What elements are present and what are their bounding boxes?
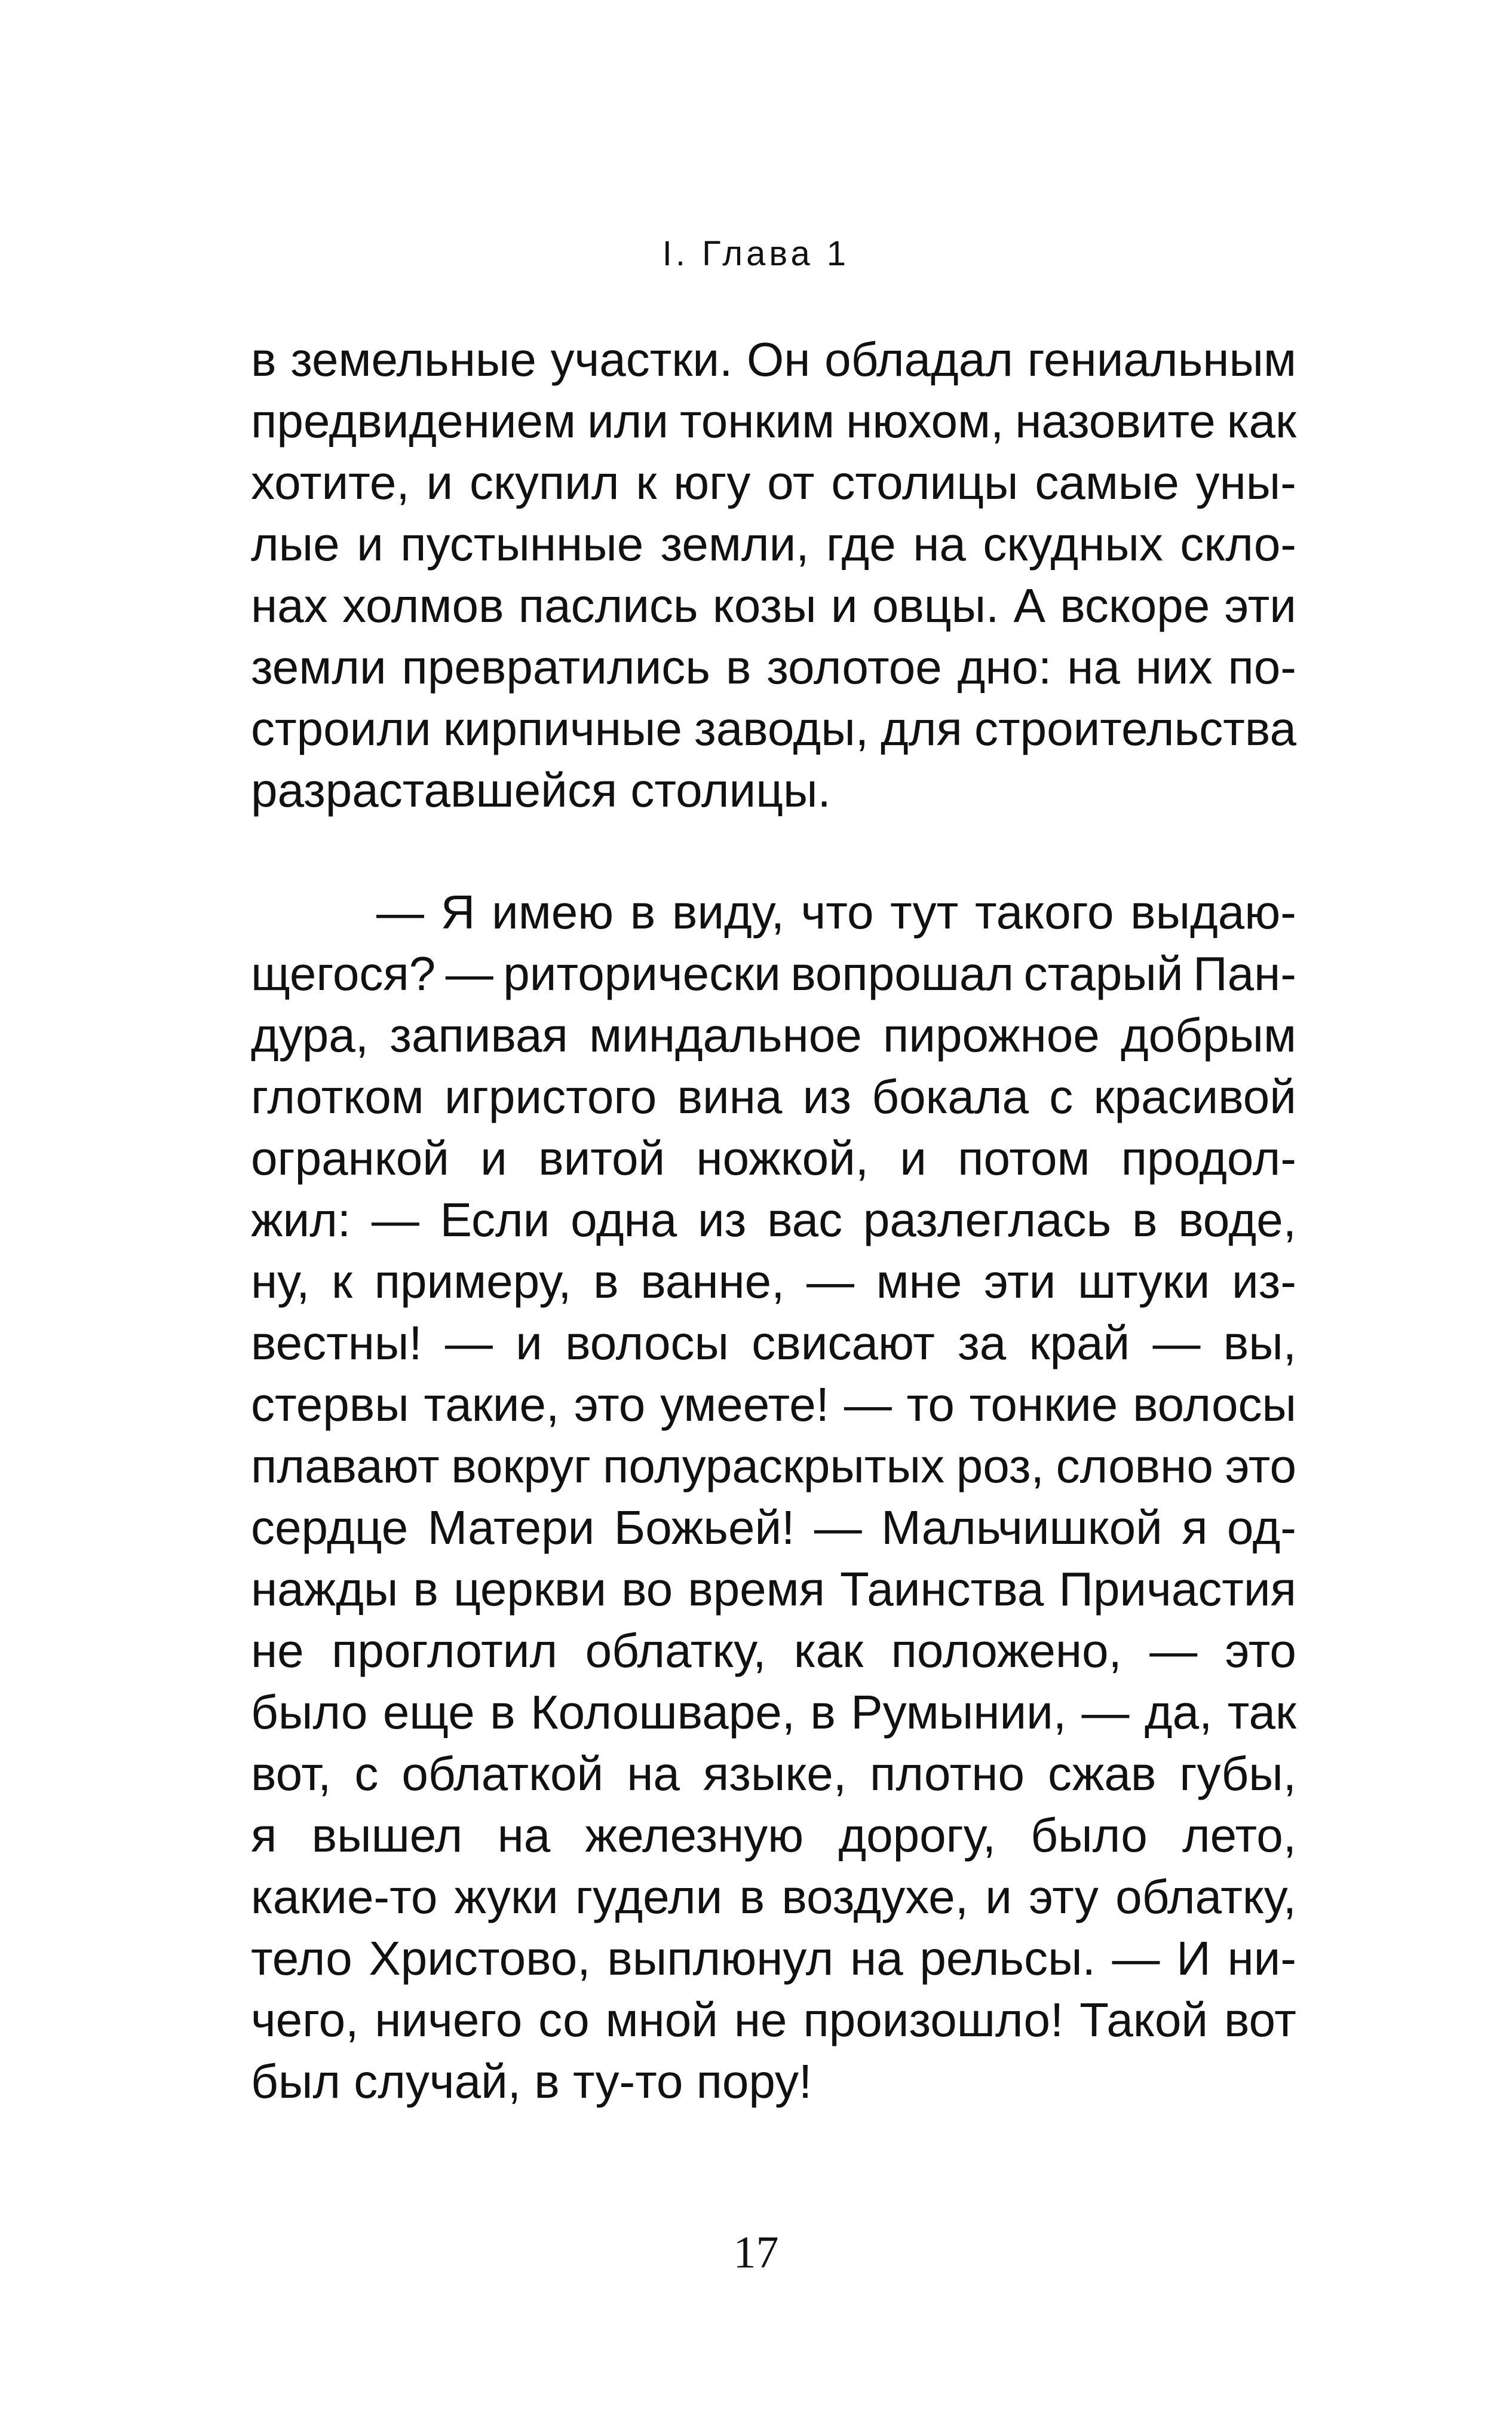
text-line — [251, 1312, 1296, 1374]
text-line — [251, 1989, 1296, 2051]
word: — — [1152, 1316, 1201, 1369]
word: ни- — [1227, 1932, 1296, 1985]
word: чего, — [251, 1993, 359, 2046]
word: это — [1225, 1439, 1296, 1493]
word: из — [802, 1070, 851, 1123]
word: ванне, — [640, 1255, 785, 1308]
word: стервы — [251, 1378, 409, 1431]
word: дорогу, — [838, 1809, 996, 1862]
word: риторически — [503, 947, 781, 1000]
word: жил: — [251, 1193, 351, 1246]
word: них — [1135, 641, 1213, 694]
word: тонкие — [969, 1378, 1118, 1431]
word: и — [900, 1132, 927, 1185]
word: проглотил — [332, 1624, 558, 1677]
word: еще — [382, 1686, 475, 1739]
word: в — [810, 1686, 836, 1739]
text-line — [251, 1189, 1296, 1251]
paragraph-2 — [251, 881, 1296, 2112]
text-line — [251, 1066, 1296, 1127]
word: гениальным — [1027, 333, 1296, 386]
word: вышел — [311, 1809, 463, 1862]
word: огранкой — [251, 1132, 449, 1185]
word: в — [593, 1255, 619, 1308]
word: во — [621, 1562, 673, 1616]
word: волосы — [565, 1316, 729, 1369]
text-line — [251, 390, 1296, 452]
text-line — [251, 452, 1296, 513]
word: дура, — [251, 1009, 369, 1062]
word: как — [793, 1624, 864, 1677]
word: это — [574, 1378, 646, 1431]
text-line — [251, 698, 1296, 759]
word: витой — [538, 1132, 665, 1185]
word: козы — [712, 579, 817, 632]
word: для — [881, 702, 962, 755]
word: по- — [1228, 641, 1296, 694]
word: к — [332, 1255, 353, 1308]
word: строили — [251, 702, 431, 755]
word: мне — [876, 1255, 962, 1308]
word: Такой — [1079, 1993, 1208, 2046]
word: плавают — [251, 1439, 440, 1493]
word: роз, — [956, 1439, 1044, 1493]
word: Пан- — [1193, 947, 1296, 1000]
word: лые — [251, 517, 340, 571]
word: где — [826, 517, 896, 571]
running-head: I. Глава 1 — [662, 234, 850, 273]
word: в — [630, 885, 656, 939]
word: нюхом, — [846, 394, 1004, 448]
word: паслись — [518, 579, 698, 632]
word: — — [814, 1501, 862, 1554]
word: я — [251, 1809, 277, 1862]
word: миндальное — [589, 1009, 862, 1062]
word: плотно — [870, 1747, 1025, 1800]
word: Матери — [427, 1501, 595, 1554]
word: было — [251, 1686, 368, 1739]
word: холмов — [342, 579, 504, 632]
word: скупил — [469, 456, 619, 509]
text-line-last: разраставшейся столицы. — [251, 764, 831, 817]
text-line — [251, 575, 1296, 636]
word: — — [806, 1255, 855, 1308]
text-line — [251, 1743, 1296, 1804]
word: положено, — [891, 1624, 1122, 1677]
word: штуки — [1077, 1255, 1210, 1308]
word: сердце — [251, 1501, 409, 1554]
word: на — [627, 1747, 680, 1800]
word: тонким — [680, 394, 835, 448]
word: вопрошал — [790, 947, 1014, 1000]
word: на — [850, 1932, 903, 1985]
word: ну, — [251, 1255, 310, 1308]
paragraph-1 — [251, 329, 1296, 821]
word: земельные — [290, 333, 536, 386]
word: сжав — [1047, 1747, 1157, 1800]
text-line — [251, 1435, 1296, 1497]
word: запивая — [389, 1009, 568, 1062]
word: И — [1176, 1932, 1211, 1985]
text-line — [251, 1127, 1296, 1189]
word: эти — [1224, 579, 1296, 632]
word: за — [958, 1316, 1007, 1369]
word: облаткой — [401, 1747, 604, 1800]
word: — — [1112, 1932, 1160, 1985]
text-line — [251, 1927, 1296, 1989]
word: вина — [677, 1070, 783, 1123]
word: и — [830, 579, 858, 632]
text-line — [251, 513, 1296, 575]
word: не — [251, 1624, 304, 1677]
word: земли, — [660, 517, 809, 571]
word: и — [480, 1132, 507, 1185]
word: золотое — [766, 641, 942, 694]
word: — — [445, 947, 493, 1000]
word: воде, — [1178, 1193, 1296, 1246]
word: на — [497, 1809, 551, 1862]
word: и — [357, 517, 384, 571]
word: ничего — [375, 1993, 523, 2046]
word: уны- — [1195, 456, 1296, 509]
text-line — [251, 1804, 1296, 1866]
text-line — [251, 1374, 1296, 1435]
text-line — [251, 1681, 1296, 1743]
word: облатку, — [585, 1624, 766, 1677]
word: железную — [585, 1809, 804, 1862]
word: — — [444, 1316, 493, 1369]
word: столицы — [831, 456, 1019, 509]
word: воздухе, — [781, 1870, 969, 1923]
word: не — [734, 1993, 787, 2046]
text-line-indented — [251, 881, 1296, 943]
word: разлеглась — [863, 1193, 1112, 1246]
word: церкви — [453, 1562, 607, 1616]
word: Божьей! — [614, 1501, 795, 1554]
word: лето, — [1182, 1809, 1296, 1862]
word: с — [1049, 1070, 1074, 1123]
word: потом — [958, 1132, 1090, 1185]
word: вестны! — [251, 1316, 422, 1369]
word: в — [413, 1562, 438, 1616]
word: имею — [492, 885, 614, 939]
word: Мальчишкой — [881, 1501, 1163, 1554]
word: нах — [251, 579, 328, 632]
word: выдаю- — [1130, 885, 1296, 939]
word: игристого — [444, 1070, 657, 1123]
word: полураскрытых — [603, 1439, 944, 1493]
word: мной — [605, 1993, 718, 2046]
word: эти — [983, 1255, 1056, 1308]
word: скудных — [983, 517, 1163, 571]
word: край — [1029, 1316, 1130, 1369]
word: это — [1225, 1624, 1296, 1677]
word: как — [1226, 394, 1296, 448]
word: овцы. — [872, 579, 999, 632]
word: от — [767, 456, 815, 509]
text-line — [251, 329, 1296, 390]
word: добрым — [1121, 1009, 1296, 1062]
word: обладал — [824, 333, 1013, 386]
text-line — [251, 1497, 1296, 1558]
word: Причастия — [1059, 1562, 1296, 1616]
word: с — [354, 1747, 379, 1800]
word: так — [1227, 1686, 1296, 1739]
word: вас — [767, 1193, 843, 1246]
text-line — [251, 1866, 1296, 1927]
word: примеру, — [374, 1255, 572, 1308]
word: умеете! — [660, 1378, 829, 1431]
word: что — [801, 885, 874, 939]
word: одна — [571, 1193, 677, 1246]
word: од- — [1226, 1501, 1296, 1554]
word: заводы, — [694, 702, 869, 755]
word: югу — [673, 456, 751, 509]
word: — — [844, 1378, 892, 1431]
word: было — [1031, 1809, 1148, 1862]
word: бокала — [872, 1070, 1029, 1123]
word: тут — [890, 885, 959, 939]
word: в — [1131, 1193, 1158, 1246]
word: такие, — [424, 1378, 560, 1431]
text-line — [251, 1004, 1296, 1066]
word: на — [913, 517, 966, 571]
word: жуки — [454, 1870, 559, 1923]
word: вы, — [1223, 1316, 1296, 1369]
word: из- — [1231, 1255, 1296, 1308]
word: языке, — [703, 1747, 847, 1800]
word: вот — [1223, 1993, 1296, 2046]
word: красивой — [1093, 1070, 1296, 1123]
word: губы, — [1179, 1747, 1296, 1800]
word: да, — [1144, 1686, 1213, 1739]
word: — — [371, 1193, 419, 1246]
word: — — [1149, 1624, 1198, 1677]
word: Он — [747, 333, 811, 386]
word: — — [1081, 1686, 1130, 1739]
word: время — [688, 1562, 825, 1616]
word: произошло! — [803, 1993, 1064, 2046]
word: — — [376, 885, 424, 939]
word: пирожное — [882, 1009, 1100, 1062]
word: тело — [251, 1932, 352, 1985]
word: кирпичные — [443, 702, 682, 755]
word: то — [906, 1378, 955, 1431]
word: или — [587, 394, 669, 448]
word: Если — [440, 1193, 550, 1246]
page-number: 17 — [733, 2227, 779, 2278]
word: предвидением — [251, 394, 576, 448]
word: Я — [440, 885, 476, 939]
word: превратились — [401, 641, 710, 694]
word: словно — [1056, 1439, 1213, 1493]
word: ножкой, — [696, 1132, 869, 1185]
word: вот, — [251, 1747, 332, 1800]
word: глотком — [251, 1070, 424, 1123]
word: Таинства — [840, 1562, 1044, 1616]
word: участки. — [550, 333, 733, 386]
word: гудели — [575, 1870, 723, 1923]
word: и — [985, 1870, 1012, 1923]
word: строительства — [974, 702, 1296, 755]
word: рельсы. — [919, 1932, 1096, 1985]
word: щегося? — [251, 947, 436, 1000]
text-line — [251, 1558, 1296, 1620]
word: скло- — [1180, 517, 1296, 571]
word: нажды — [251, 1562, 398, 1616]
text-line — [251, 1251, 1296, 1312]
word: вскоре — [1060, 579, 1210, 632]
word: со — [538, 1993, 590, 2046]
word: и — [426, 456, 453, 509]
word: вокруг — [451, 1439, 591, 1493]
word: Христово, — [369, 1932, 591, 1985]
word: и — [516, 1316, 542, 1369]
word: продол- — [1121, 1132, 1296, 1185]
word: в — [251, 333, 277, 386]
text-line-last: был случай, в ту-то пору! — [251, 2055, 812, 2108]
word: назовите — [1015, 394, 1216, 448]
word: самые — [1035, 456, 1179, 509]
word: свисают — [752, 1316, 935, 1369]
word: выплюнул — [607, 1932, 834, 1985]
word: дно: — [957, 641, 1052, 694]
word: старый — [1023, 947, 1183, 1000]
word: какие-то — [251, 1870, 438, 1923]
word: я — [1182, 1501, 1208, 1554]
word: облатку, — [1115, 1870, 1296, 1923]
word: А — [1013, 579, 1045, 632]
word: в — [725, 641, 752, 694]
text-line — [251, 1620, 1296, 1681]
word: виду, — [671, 885, 784, 939]
word: к — [636, 456, 657, 509]
text-line — [251, 943, 1296, 1004]
word: волосы — [1133, 1378, 1296, 1431]
word: в — [490, 1686, 516, 1739]
word: земли — [251, 641, 387, 694]
word: эту — [1029, 1870, 1099, 1923]
word: на — [1067, 641, 1120, 694]
text-line — [251, 636, 1296, 698]
word: Колошваре, — [530, 1686, 795, 1739]
word: в — [739, 1870, 765, 1923]
word: пустынные — [400, 517, 644, 571]
word: из — [697, 1193, 747, 1246]
word: такого — [974, 885, 1114, 939]
word: хотите, — [251, 456, 410, 509]
word: Румынии, — [851, 1686, 1067, 1739]
